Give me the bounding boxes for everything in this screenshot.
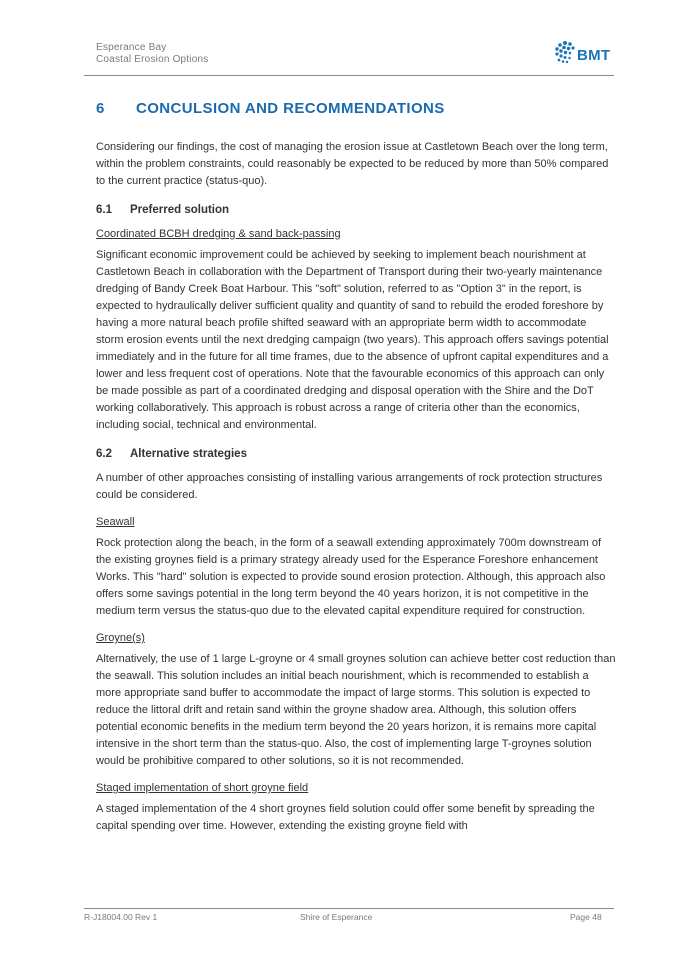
- section-intro-paragraph: Considering our findings, the cost of managing the erosion issue at Castletown Beach over the long term, within the problem constraints, could reasonably be expected to be reduced by more than 50% compared to the current practice (status-quo).: [96, 141, 609, 187]
- groyne-paragraph: Alternatively, the use of 1 large L-groyne or 4 small groynes solution can achieve better cost reduction than the seawall. This solution includes an initial beach nourishment, which is recommended to establish a more appropriate sand buffer to accommodate the impact of large storms. This solution is expected to reduce the littoral drift and retain sand within the groyne shadow area. Although, this solution offers potential economic benefits in the medium term beyond the 20 years horizon, it is remains more capital intensive in the short term than the status-quo. Also, the cost of implementing large T-groynes solution would be prohibitive compared to other solutions, so it is not recommended.: [96, 653, 616, 767]
- subsection-heading-alternatives: [96, 448, 616, 460]
- subsection-number: 6.1: [96, 204, 112, 216]
- groyne-heading: Groyne(s): [96, 632, 145, 644]
- header-report-subtitle: Coastal Erosion Options: [96, 54, 209, 65]
- staged-implementation-paragraph: A staged implementation of the 4 short groynes field solution could offer some benefit by spreading the capital spending over time. However, extending the existing groyne field with: [96, 803, 595, 832]
- subsection-title: Alternative strategies: [130, 448, 247, 460]
- alternatives-intro-paragraph: A number of other approaches consisting of installing various arrangements of rock protection structures could be considered.: [96, 472, 603, 501]
- section-number: 6: [96, 100, 105, 117]
- footer-divider: [84, 908, 614, 909]
- bmt-logo-icon: [553, 39, 577, 65]
- subsection-number: 6.2: [96, 448, 112, 460]
- seawall-heading: Seawall: [96, 516, 135, 528]
- header-project-title: Esperance Bay: [96, 42, 167, 53]
- subsection-heading-preferred: [96, 204, 616, 216]
- header-divider: [84, 75, 614, 76]
- staged-implementation-heading: Staged implementation of short groyne field: [96, 782, 309, 794]
- section-heading: [96, 100, 616, 117]
- subsection-title: Preferred solution: [130, 204, 230, 216]
- preferred-solution-paragraph: Significant economic improvement could be achieved by seeking to implement beach nourishment at Castletown Beach in collaboration with the Department of Transport during their two-yearly maintenance dredging of Bandy Creek Boat Harbour. This "soft" solution, referred to as "Option 3" in the report, is expected to hydraulically deliver sufficient quality and quantity of sand to rebuild the eroded foreshore by having a more natural beach profile shifted seaward with an appropriate berm width to accommodate storm erosion events until the next dredging campaign (two years). This approach offers savings potential immediately and in the future for all time frames, due to the absence of upfront capital expenditures and a lower and less frequent cost of operations. Note that the favourable economics of this approach can only be made possible as part of a coordinated dredging and disposal operation with the Shire and the DoT working collaboratively. This approach is robust across a range of criteria other than the economics, including social, technical and environmental.: [96, 249, 609, 431]
- footer-page-number: Page 48: [570, 912, 602, 922]
- preferred-solution-heading: Coordinated BCBH dredging & sand back-passing: [96, 228, 341, 240]
- page-header: [96, 42, 616, 76]
- footer-client-name: Shire of Esperance: [300, 912, 373, 922]
- document-body: [96, 100, 616, 845]
- seawall-paragraph: Rock protection along the beach, in the form of a seawall extending approximately 700m downstream of the existing groynes field is a primary strategy already used for the Esperance Foreshore enhancement Works. This "hard" solution is expected to provide sound erosion protection. Although, this approach also offers some savings potential in the long term beyond the 40 years horizon, it is not competitive in the medium term versus the status-quo due to the elevated capital expenditure required for construction.: [96, 537, 606, 617]
- logo-wordmark: BMT: [577, 47, 611, 64]
- bmt-logo: [553, 39, 615, 69]
- section-title: CONCULSION AND RECOMMENDATIONS: [136, 100, 445, 117]
- footer-report-number: R-J18004.00 Rev 1: [84, 912, 158, 922]
